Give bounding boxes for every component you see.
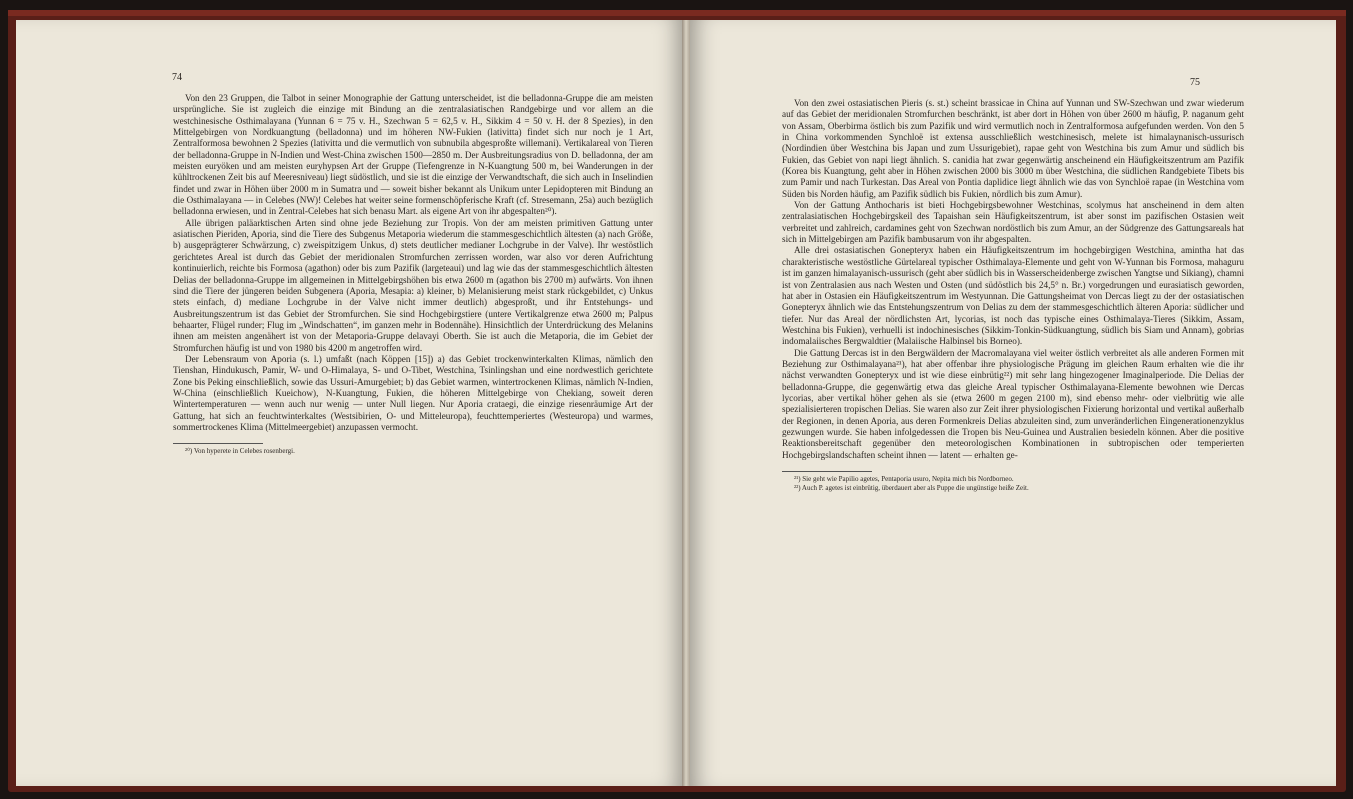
paragraph: Von der Gattung Anthocharis ist bieti Hochgebirgsbewohner Westchinas, scolymus hat anscheinend in dem alten zentralasiatischen Hochgebirgskeil des Tapaishan sein Häufigkeitszentrum, ist aber sonst im pazifischen Ostasien weit verbreitet und zahlreich, cardamines geht von Szechwan nordöstlich bis zum Amur, an der Südgrenze des Gattungsareals hat sich in Mittelgebirgen am Pazifik bambusarum von ihr abgespalten. xyxy=(782,200,1244,245)
book-cover-edge xyxy=(8,10,1346,16)
paragraph: Von den zwei ostasiatischen Pieris (s. st.) scheint brassicae in China auf Yunnan und SW-Szechwan und zwar wiederum auf das Gebiet der meridionalen Stromfurchen beschränkt, ist aber dort in Höhen von über 2600 m häufig, P. naganum geht von Assam, Oberbirma östlich bis zum Pazifik und wird vermutlich noch in Zentralformosa aufgefunden werden. Von den 5 in China vorkommenden Synchloë ist extensa ausschließlich westchinesisch, melete ist himalaynanisch-ussurisch (Nordindien über Westchina bis Japan und zum Ussurigebiet), rapae geht von Westchina bis zum Amur und südlich bis Fukien, das Gebiet von napi liegt ähnlich. S. canidia hat zwar gegenwärtig anscheinend ein Häufigkeitszentrum am Pazifik (Korea bis Kuangtung, geht aber in Höhen zwischen 2000 bis 3000 m über Westchina, die südlichen Randgebiete Tibets bis zum Pamir und nach Turkestan. Das Areal von Pontia daplidice liegt ähnlich wie das von Synchloë rapae (in Westchina vom Süden bis Norden häufig, am Pazifik südlich bis Fukien, nördlich bis zum Amur). xyxy=(782,98,1244,199)
footnote: ²¹) Sie geht wie Papilio agetes, Pentaporia usuro, Nepita mich bis Nordborneo. xyxy=(794,475,1014,483)
footnote-rule xyxy=(173,443,263,444)
right-page xyxy=(690,20,1336,786)
left-page-body xyxy=(173,93,653,456)
right-page-body xyxy=(782,98,1244,493)
footnote-rule xyxy=(782,471,872,472)
left-page xyxy=(16,20,683,786)
page-number-right: 75 xyxy=(1190,77,1200,88)
paragraph: Der Lebensraum von Aporia (s. l.) umfaßt (nach Köppen [15]) a) das Gebiet trockenwinterkalten Klimas, nämlich den Tienshan, Hindukusch, Pamir, W- und O-Himalaya, S- und O-Tibet, Westchina, Tsinlingshan und eine nordwestlich gerichtete Zone bis Peking einschließlich, sowie das Ussuri-Amurgebiet; b) das Gebiet warmen, wintertrockenen Klimas, nämlich N-Indien, W-China (einschließlich Kueichow), N-Kuangtung, Fukien, die höheren Mittelgebirge von Chekiang, soweit deren Wintertemperaturen — wenn auch nur wenig — unter Null liegen. Nur Aporia crataegi, die einzige riesenräumige Art der Gattung, hat sich an feuchtwinterkaltes (Westsibirien, O- und Mitteleuropa), feuchttemperiertes (Westeuropa) und warmes, sommertrockenes Klima (Mittelmeergebiet) anzupassen vermocht. xyxy=(173,353,653,432)
paragraph: Von den 23 Gruppen, die Talbot in seiner Monographie der Gattung unterscheidet, ist die belladonna-Gruppe die am meisten ursprüngliche. Sie ist zugleich die einzige mit Bindung an die zentralasiatischen Randgebirge und vor allem an die westchinesische Osthimalayana (Yunnan 6 = 75 v. H., Szechwan 5 = 62,5 v. H., Sikkim 4 = 50 v. H. der 8 Spezies), in den Mittelgebirgen von Nordkuangtung (belladonna) und im höheren NW-Fukien (lativitta) findet sich nur noch je 1 Art, Zentralformosa bewohnen 2 Spezies (lativitta und die vermutlich von subnubila abgesproßte willemani). Vertikalareal von Tieren der belladonna-Gruppe in N-Indien und West-China zwischen 1500—2850 m. Der Ausbreitungsradius von D. belladonna, der am meisten euryöken und am meisten euryhypsen Art der Gruppe (Tiefengrenze in N-Kuangtung 500 m, bei Wanderungen in der kühltrockenen Zeit bis auf Meeresniveau) liegt südöstlich, und sie ist die einzige der Verwandtschaft, die sich auch in Inselindien findet und zwar in Höhen über 2000 m in Sumatra und — soweit bisher bekannt als Unikum unter Lepidopteren mit Bindung an die Osthimalayana — in Celebes (NW)! Celebes hat weiter seine formenschöpferische Kraft (cf. Stresemann, 25a) auch bezüglich belladonna erwiesen, und in Zentral-Celebes hat sich benasu Mart. als eigene Art von ihr abgespalten²⁰). xyxy=(173,93,653,217)
paragraph: Alle drei ostasiatischen Gonepteryx haben ein Häufigkeitszentrum im hochgebirgigen Westchina, amintha hat das charakteristische westöstliche Gürtelareal typischer Osthimalaya-Elemente und geht von W-Yunnan bis Formosa, mahaguru ist im ganzen himalayanisch-ussurisch (geht aber südlich bis in Wasserscheidenberge zwischen Yangtse und Sikiang), chamni ist von Zentralasien aus nach Westen und Osten (und südöstlich bis 24,5° n. Br.) vorgedrungen und eurasiatisch geworden, hat aber in Ostasien ein Häufigkeitszentrum im Westyunnan. Die Gattungsheimat von Dercas liegt zu der der ostasiatischen Gonepteryx ähnlich wie das Entstehungszentrum von Delias zu dem der stammesgeschichtlich älteren Aporia: südlicher und tiefer. Nur das Areal der nördlichsten Art, lycorias, ist noch das typische eines Osthimalaya-Tieres (Sikkim, Assam, Westchina bis Fukien), verhuelli ist indochinesisches (Sikkim-Tonkin-Südkuangtung, südlich bis Siam und Annam), gobrias indomalaiisches Bergwaldtier (Malaiische Halbinsel bis Borneo). xyxy=(782,245,1244,347)
paragraph: Alle übrigen paläarktischen Arten sind ohne jede Beziehung zur Tropis. Von der am meisten primitiven Gattung unter asiatischen Pieriden, Aporia, sind die Tiere des Subgenus Metaporia wiederum die stammesgeschichtlich ältesten (a) nach Größe, b) ausgeprägterer Schwärzung, c) zweispitzigem Unkus, d) stets deutlicher medianer Lochgrube in der Valve). Ihr westöstlich gerichtetes Areal ist durch das Gebiet der meridionalen Stromfurchen zerrissen worden, war also vor deren Aufrichtung kontinuierlich, reichte bis Formosa (agathon) oder bis zum Pazifik (largeteaui) und lag wie das der stammesgeschichtlich ältesten Delias der belladonna-Gruppe im allgemeinen in Mittelgebirgshöhen bis etwa 2600 m (agathon bis 2700 m) aufwärts. Von ihnen sind die Tiere der jüngeren beiden Subgenera (Aporia, Mesapia: a) kleiner, b) Melanisierung meist stark rückgebildet, c) Unkus stets einfach, d) mediane Lochgrube in der Valve nicht immer deutlich) abgesproßt, und ihr Entstehungs- und Ausbreitungszentrum ist das Gebiet der Stromfurchen. Sie sind Hochgebirgstiere (untere Vertikalgrenze etwa 2600 m; Palpus behaarter, Flügel runder; Flug im „Windschatten“, im ganzen mehr in Bodennähe). Hinsichtlich der Unterdrückung des Melanins ihnen am meisten angenähert ist von der Metaporia-Gruppe delavayi Oberth. Sie ist auch die Metaporia, die im Gebiet der Stromfurchen häufig ist und von 1980 bis 4200 m angetroffen wird. xyxy=(173,217,653,353)
footnote: ²⁰) Von hyperete in Celebes rosenbergi. xyxy=(185,447,295,456)
page-number-left: 74 xyxy=(172,72,182,83)
paragraph: Die Gattung Dercas ist in den Bergwäldern der Macromalayana viel weiter östlich verbreitet als alle anderen Formen mit Beziehung zur Osthimalayana²¹), hat aber offenbar ihre physiologische Prägung im gleichen Raum erhalten wie die ihr nächst verwandten Gonepteryx und ist wie diese einbrütig²²) mit sehr lang hingezogener Imaginalperiode. Die Delias der belladonna-Gruppe, die gegenwärtig etwa das gleiche Areal typischer Osthimalayana-Elemente bewohnen wie Dercas lycorias, aber vertikal höher gehen als sie (etwa 2600 m gegen 2100 m), sind ebenso mehr- oder vielbrütig wie alle spezialisierteren tropischen Delias. Sie waren also zur Zeit ihrer physiologischen Fixierung horizontal und vertikal außerhalb der Regionen, in denen Aporia, aus deren Formenkreis Delias abzuleiten sind, zum unveränderlichen Eingenerationenzyklus gezwungen wurde. Sie haben infolgedessen die Tropen bis Neu-Guinea und Australien besiedeln können. Aber die positive Reaktionsbereitschaft gegenüber den meteorologischen Kombinationen in subtropischen oder temperierten Hochgebirgslandschaften scheint ihnen — latent — erhalten ge- xyxy=(782,347,1244,460)
footnote: ²²) Auch P. agetes ist einbrütig, überdauert aber als Puppe die ungünstige heiße Zeit. xyxy=(794,484,1029,492)
